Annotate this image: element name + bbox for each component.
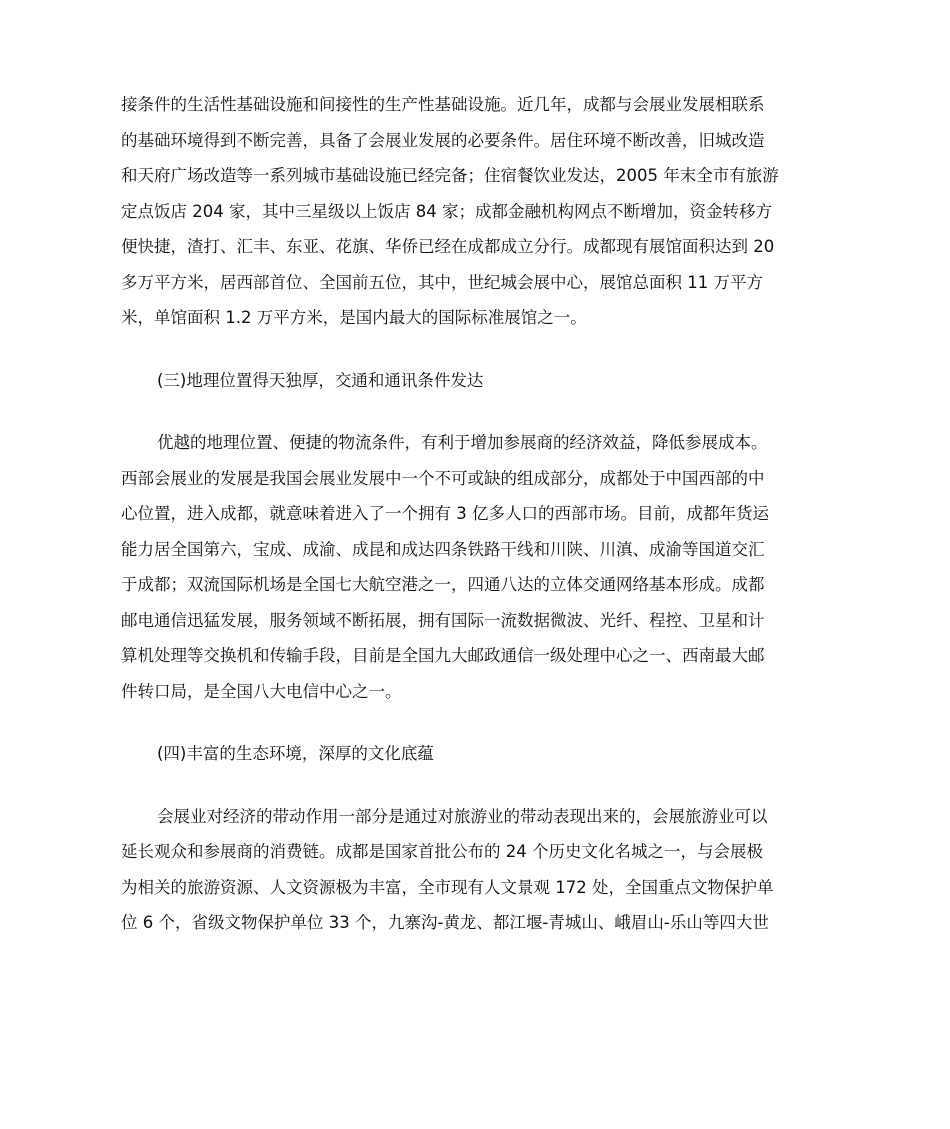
paragraph-culture (121, 799, 833, 941)
text-line: 西部会展业的发展是我国会展业发展中一个不可或缺的组成部分，成都处于中国西部的中 (121, 468, 765, 488)
text-line: 能力居全国第六，宝成、成渝、成昆和成达四条铁路干线和川陕、川滇、成渝等国道交汇 (121, 539, 765, 559)
text-line: 于成都；双流国际机场是全国七大航空港之一，四通八达的立体交通网络基本形成。成都 (121, 575, 765, 594)
text-line: 优越的地理位置、便捷的物流条件，有利于增加参展商的经济效益，降低参展成本。 (157, 433, 768, 452)
text-line: 接条件的生活性基础设施和间接性的生产性基础设施。近几年，成都与会展业发展相联系 (121, 95, 765, 114)
paragraph-geography (121, 425, 833, 709)
section-heading-culture (121, 736, 833, 772)
document-body (121, 87, 833, 941)
section-heading-geography (121, 363, 833, 399)
text-line: 心位置，进入成都，就意味着进入了一个拥有 3 亿多人口的西部市场。目前，成都年货运 (121, 504, 769, 523)
text-line: 延长观众和参展商的消费链。成都是国家首批公布的 24 个历史文化名城之一，与会展极 (121, 842, 763, 861)
text-line: 会展业对经济的带动作用一部分是通过对旅游业的带动表现出来的，会展旅游业可以 (157, 806, 768, 826)
text-line: 的基础环境得到不断完善，具备了会展业发展的必要条件。居住环境不断改善，旧城改造 (121, 130, 765, 150)
text-line: 位 6 个，省级文物保护单位 33 个，九寨沟-黄龙、都江堰-青城山、峨眉山-乐山等四大世 (121, 913, 769, 932)
text-line: 多万平方米，居西部首位、全国前五位，其中，世纪城会展中心，展馆总面积 11 万平方 (121, 272, 763, 292)
text-line: 邮电通信迅猛发展，服务领域不断拓展，拥有国际一流数据微波、光纤、程控、卫星和计 (121, 610, 765, 630)
text-line: 米，单馆面积 1.2 万平方米，是国内最大的国际标准展馆之一。 (121, 308, 587, 327)
text-line: 定点饭店 204 家，其中三星级以上饭店 84 家；成都金融机构网点不断增加，资金转移方 (121, 201, 772, 221)
text-line: 便快捷，渣打、汇丰、东亚、花旗、华侨已经在成都成立分行。成都现有展馆面积达到 20 (121, 237, 775, 256)
paragraph-infrastructure (121, 87, 833, 336)
text-line: 和天府广场改造等一系列城市基础设施已经完备；住宿餐饮业发达，2005 年末全市有旅游 (121, 166, 779, 185)
section-heading: (四)丰富的生态环境，深厚的文化底蕴 (157, 744, 434, 763)
text-line: 件转口局，是全国八大电信中心之一。 (121, 681, 402, 701)
text-line: 为相关的旅游资源、人文资源极为丰富，全市现有人文景观 172 处，全国重点文物保护单 (121, 877, 774, 897)
section-heading: (三)地理位置得天独厚，交通和通讯条件发达 (157, 370, 484, 390)
text-line: 算机处理等交换机和传输手段，目前是全国九大邮政通信一级处理中心之一、西南最大邮 (121, 646, 765, 665)
